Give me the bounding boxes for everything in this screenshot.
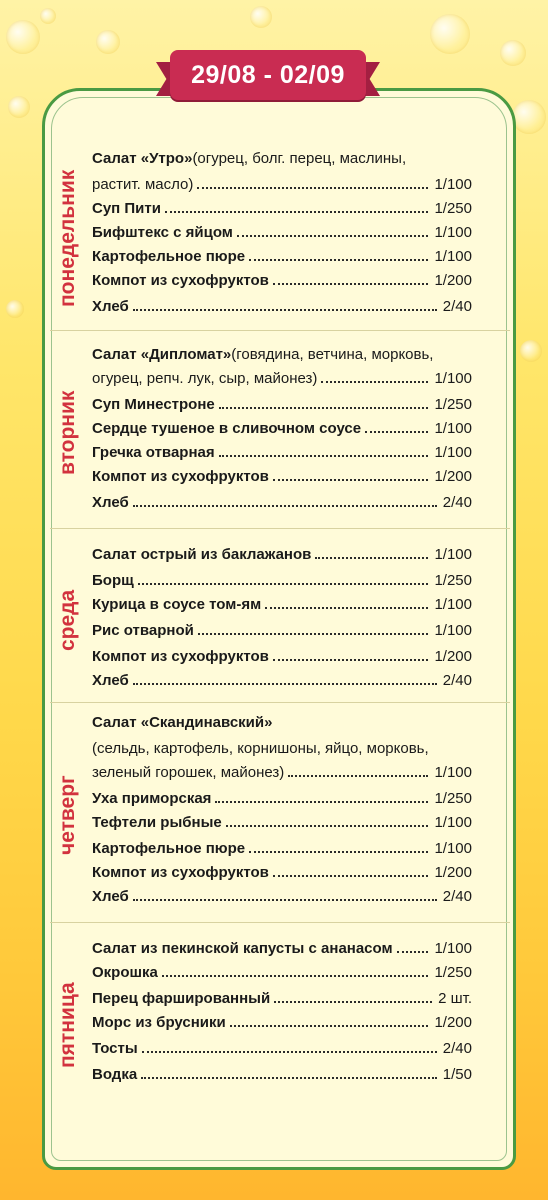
dot-leader bbox=[321, 381, 428, 383]
dish-description: зеленый горошек, майонез) bbox=[92, 764, 285, 781]
dish-description: растит. масло) bbox=[92, 176, 194, 193]
dot-leader bbox=[226, 825, 429, 827]
dish-name: Салат «Скандинавский» bbox=[92, 714, 273, 731]
portion: 1/250 bbox=[434, 572, 472, 589]
dish-name: Картофельное пюре bbox=[92, 248, 246, 265]
dot-leader bbox=[198, 633, 429, 635]
day-separator bbox=[50, 330, 510, 331]
portion: 2/40 bbox=[442, 1040, 472, 1057]
dot-leader bbox=[273, 875, 429, 877]
menu-line bbox=[92, 840, 472, 862]
dot-leader bbox=[265, 607, 428, 609]
dot-leader bbox=[142, 1051, 437, 1053]
menu-line bbox=[92, 298, 472, 320]
dot-leader bbox=[397, 951, 429, 953]
dish-name: Гречка отварная bbox=[92, 444, 215, 461]
bubble-decoration bbox=[500, 40, 526, 66]
dot-leader bbox=[165, 211, 428, 213]
menu-line bbox=[92, 790, 472, 812]
menu-line bbox=[92, 1014, 472, 1036]
menu-line bbox=[92, 940, 472, 962]
dish-name: Компот из сухофруктов bbox=[92, 272, 269, 289]
day-label-tuesday: вторник bbox=[56, 390, 79, 476]
menu-line bbox=[92, 764, 472, 786]
dot-leader bbox=[141, 1077, 437, 1079]
dish-name: Салат «Дипломат» bbox=[92, 346, 232, 363]
dish-name: Водка bbox=[92, 1066, 138, 1083]
dot-leader bbox=[133, 683, 437, 685]
dish-name: Курица в соусе том-ям bbox=[92, 596, 262, 613]
dot-leader bbox=[274, 1001, 432, 1003]
portion: 1/250 bbox=[434, 200, 472, 217]
dot-leader bbox=[273, 479, 429, 481]
dot-leader bbox=[219, 407, 429, 409]
dot-leader bbox=[273, 659, 429, 661]
portion: 2 шт. bbox=[438, 990, 472, 1007]
menu-line bbox=[92, 200, 472, 222]
menu-line bbox=[92, 1040, 472, 1062]
menu-line bbox=[92, 864, 472, 886]
portion: 1/100 bbox=[434, 622, 472, 639]
portion: 1/100 bbox=[434, 224, 472, 241]
bubble-decoration bbox=[512, 100, 546, 134]
menu-line bbox=[92, 494, 472, 516]
dish-name: Салат из пекинской капусты с ананасом bbox=[92, 940, 393, 957]
dot-leader bbox=[230, 1025, 429, 1027]
dish-name: Бифштекс с яйцом bbox=[92, 224, 233, 241]
portion: 2/40 bbox=[442, 888, 472, 905]
dish-name: Картофельное пюре bbox=[92, 840, 246, 857]
portion: 1/100 bbox=[434, 176, 472, 193]
menu-line bbox=[92, 176, 472, 198]
dot-leader bbox=[273, 283, 429, 285]
dot-leader bbox=[133, 505, 437, 507]
bubble-decoration bbox=[250, 6, 272, 28]
dot-leader bbox=[138, 583, 429, 585]
dish-name: Хлеб bbox=[92, 888, 129, 905]
portion: 2/40 bbox=[442, 494, 472, 511]
bubble-decoration bbox=[40, 8, 56, 24]
menu-line bbox=[92, 572, 472, 594]
dot-leader bbox=[365, 431, 428, 433]
dish-name: Хлеб bbox=[92, 298, 129, 315]
menu-line bbox=[92, 370, 472, 392]
dish-name: Компот из сухофруктов bbox=[92, 864, 269, 881]
menu-line bbox=[92, 888, 472, 910]
portion: 1/250 bbox=[434, 396, 472, 413]
portion: 1/100 bbox=[434, 420, 472, 437]
bubble-decoration bbox=[430, 14, 470, 54]
menu-line bbox=[92, 444, 472, 466]
menu-line bbox=[92, 648, 472, 670]
portion: 1/200 bbox=[434, 468, 472, 485]
menu-line bbox=[92, 248, 472, 270]
dot-leader bbox=[315, 557, 428, 559]
portion: 1/100 bbox=[434, 940, 472, 957]
menu-line bbox=[92, 990, 472, 1012]
bubble-decoration bbox=[520, 340, 542, 362]
menu-line bbox=[92, 814, 472, 836]
bubble-decoration bbox=[6, 300, 24, 318]
dish-name: Сердце тушеное в сливочном соусе bbox=[92, 420, 362, 437]
date-range-ribbon bbox=[170, 50, 366, 100]
portion: 1/100 bbox=[434, 248, 472, 265]
dish-name: Морс из брусники bbox=[92, 1014, 226, 1031]
dish-description: (огурец, болг. перец, маслины, bbox=[192, 150, 407, 167]
dot-leader bbox=[133, 309, 437, 311]
day-separator bbox=[50, 922, 510, 923]
dish-name: Компот из сухофруктов bbox=[92, 468, 269, 485]
dot-leader bbox=[133, 899, 437, 901]
menu-line bbox=[92, 346, 472, 368]
dish-name: Перец фаршированный bbox=[92, 990, 271, 1007]
portion: 2/40 bbox=[442, 298, 472, 315]
dish-name: Суп Минестроне bbox=[92, 396, 215, 413]
menu-line bbox=[92, 272, 472, 294]
menu-line bbox=[92, 622, 472, 644]
menu-line bbox=[92, 672, 472, 694]
menu-line bbox=[92, 396, 472, 418]
portion: 1/100 bbox=[434, 370, 472, 387]
dish-name: Салат острый из баклажанов bbox=[92, 546, 312, 563]
portion: 1/100 bbox=[434, 444, 472, 461]
portion: 1/200 bbox=[434, 864, 472, 881]
dish-name: Тосты bbox=[92, 1040, 138, 1057]
dish-name: Окрошка bbox=[92, 964, 158, 981]
dot-leader bbox=[197, 187, 428, 189]
menu-line bbox=[92, 150, 472, 172]
portion: 1/100 bbox=[434, 764, 472, 781]
dot-leader bbox=[288, 775, 428, 777]
dot-leader bbox=[215, 801, 428, 803]
dish-name: Хлеб bbox=[92, 672, 129, 689]
menu-line bbox=[92, 420, 472, 442]
day-label-thursday: четверг bbox=[56, 775, 79, 855]
dot-leader bbox=[162, 975, 429, 977]
dish-description: (сельдь, картофель, корнишоны, яйцо, морковь, bbox=[92, 740, 429, 757]
portion: 2/40 bbox=[442, 672, 472, 689]
dot-leader bbox=[237, 235, 429, 237]
portion: 1/100 bbox=[434, 546, 472, 563]
dish-name: Рис отварной bbox=[92, 622, 194, 639]
portion: 1/100 bbox=[434, 814, 472, 831]
day-separator bbox=[50, 528, 510, 529]
portion: 1/200 bbox=[434, 648, 472, 665]
portion: 1/100 bbox=[434, 840, 472, 857]
dish-description: огурец, репч. лук, сыр, майонез) bbox=[92, 370, 318, 387]
dish-name: Тефтели рыбные bbox=[92, 814, 222, 831]
dot-leader bbox=[219, 455, 429, 457]
dish-name: Хлеб bbox=[92, 494, 129, 511]
portion: 1/100 bbox=[434, 596, 472, 613]
bubble-decoration bbox=[96, 30, 120, 54]
menu-line bbox=[92, 224, 472, 246]
dot-leader bbox=[249, 851, 428, 853]
day-label-monday: понедельник bbox=[56, 169, 79, 307]
day-separator bbox=[50, 702, 510, 703]
portion: 1/200 bbox=[434, 272, 472, 289]
dish-name: Суп Пити bbox=[92, 200, 161, 217]
dish-name: Салат «Утро» bbox=[92, 150, 193, 167]
portion: 1/200 bbox=[434, 1014, 472, 1031]
day-label-wednesday: среда bbox=[56, 589, 79, 651]
dish-description: (говядина, ветчина, морковь, bbox=[231, 346, 434, 363]
dish-name: Уха приморская bbox=[92, 790, 212, 807]
portion: 1/250 bbox=[434, 790, 472, 807]
dot-leader bbox=[249, 259, 428, 261]
day-label-friday: пятница bbox=[56, 982, 79, 1068]
date-range: 29/08 - 02/09 bbox=[191, 60, 345, 89]
menu-line bbox=[92, 740, 472, 762]
menu-line bbox=[92, 714, 472, 736]
portion: 1/50 bbox=[442, 1066, 472, 1083]
menu-line bbox=[92, 964, 472, 986]
menu-line bbox=[92, 546, 472, 568]
portion: 1/250 bbox=[434, 964, 472, 981]
dish-name: Компот из сухофруктов bbox=[92, 648, 269, 665]
bubble-decoration bbox=[6, 20, 40, 54]
bubble-decoration bbox=[8, 96, 30, 118]
dish-name: Борщ bbox=[92, 572, 134, 589]
menu-line bbox=[92, 596, 472, 618]
menu-line bbox=[92, 1066, 472, 1088]
menu-line bbox=[92, 468, 472, 490]
